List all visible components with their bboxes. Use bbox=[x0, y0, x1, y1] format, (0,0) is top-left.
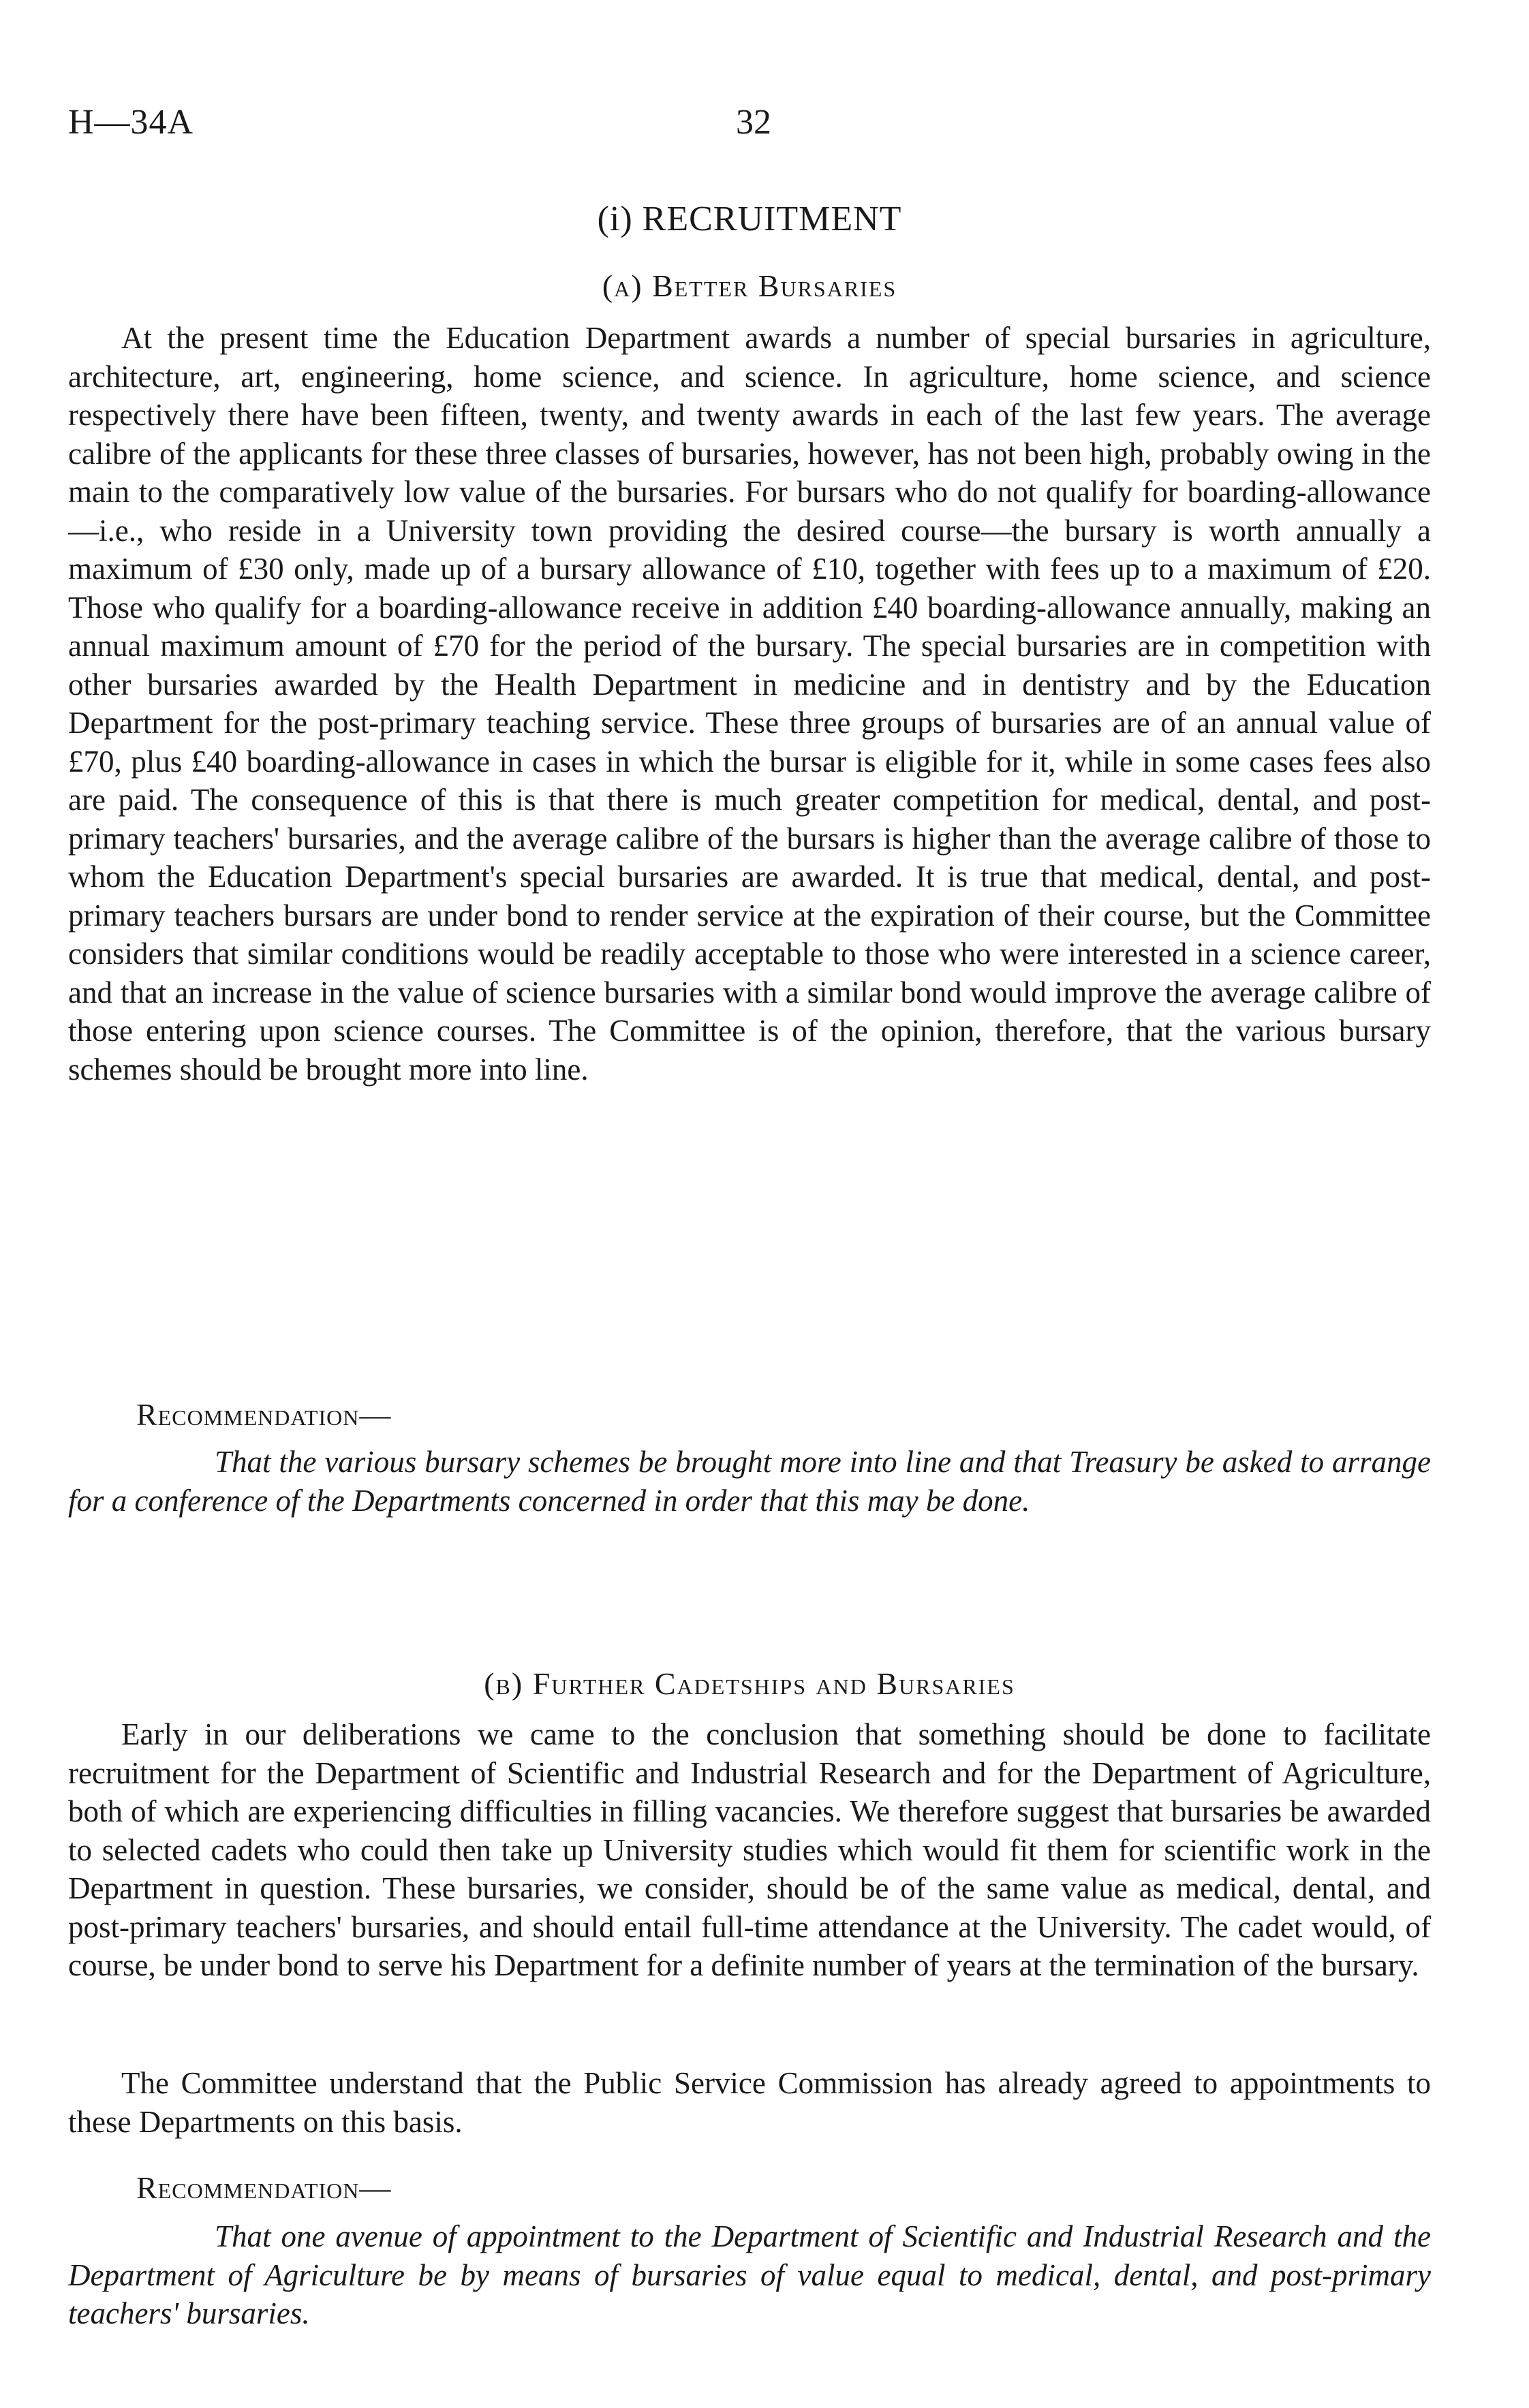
page-number: 32 bbox=[736, 103, 771, 142]
document-page bbox=[68, 102, 1431, 2364]
subsection-b-heading: (b) Further Cadetships and Bursaries bbox=[484, 1666, 1015, 1701]
subsection-a-heading: (a) Better Bursaries bbox=[602, 268, 897, 303]
recommendation-b-label: Recommendation— bbox=[136, 2170, 392, 2205]
subsection-b-paragraph-1: Early in our deliberations we came to the conclusion that something should be done to facilitate recruitment for the Department of Scientific and Industrial Research and for the Department of Agriculture, both of which are experiencing difficulties in filling vacancies. We therefore suggest that bursaries be awarded to selected cadets who could then take up University studies which would fit them for scientific work in the Department in question. These bursaries, we consider, should be of the same value as medical, dental, and post-primary teachers' bursaries, and should entail full-time attendance at the University. The cadet would, of course, be under bond to serve his Department for a definite number of years at the termination of the bursary. bbox=[68, 1717, 1431, 1982]
recommendation-a-label: Recommendation— bbox=[136, 1397, 392, 1432]
section-title: (i) RECRUITMENT bbox=[597, 200, 902, 238]
document-reference: H—34A bbox=[68, 103, 194, 142]
recommendation-b-text: That one avenue of appointment to the Department of Scientific and Industrial Research and the Department of Agriculture be by means of bursaries of value equal to medical, dental, and post-primary teachers' bursaries. bbox=[68, 2219, 1431, 2330]
subsection-a-paragraph: At the present time the Education Department awards a number of special bursaries in agriculture, architecture, art, engineering, home science, and science. In agriculture, home science, and science respectively there have been fifteen, twenty, and twenty awards in each of the last few years. The average calibre of the applicants for these three classes of bursaries, however, has not been high, probably owing in the main to the comparatively low value of the bursaries. For bursars who do not qualify for boarding-allowance—i.e., who reside in a University town providing the desired course—the bursary is worth annually a maximum of £30 only, made up of a bursary allowance of £10, together with fees up to a maximum of £20. Those who qualify for a boarding-allowance receive in addition £40 boarding-allowance annually, making an annual maximum amount of £70 for the period of the bursary. The special bursaries are in competition with other bursaries awarded by the Health Department in medicine and in dentistry and by the Education Department for the post-primary teaching service. These three groups of bursaries are of an annual value of £70, plus £40 boarding-allowance in cases in which the bursar is eligible for it, while in some cases fees also are paid. The consequence of this is that there is much greater competition for medical, dental, and post-primary teachers' bursaries, and the average calibre of the bursars is higher than the average calibre of those to whom the Education Department's special bursaries are awarded. It is true that medical, dental, and post-primary teachers bursars are under bond to render service at the expiration of their course, but the Committee considers that similar conditions would be readily acceptable to those who were interested in a science career, and that an increase in the value of science bursaries with a similar bond would improve the average calibre of those entering upon science courses. The Committee is of the opinion, therefore, that the various bursary schemes should be brought more into line. bbox=[68, 321, 1431, 1086]
recommendation-a-text: That the various bursary schemes be brought more into line and that Treasury be asked to arrange for a conference of the Departments concerned in order that this may be done. bbox=[68, 1445, 1431, 1518]
subsection-b-paragraph-2: The Committee understand that the Public Service Commission has already agreed to appointments to these Departments on this basis. bbox=[68, 2066, 1431, 2139]
